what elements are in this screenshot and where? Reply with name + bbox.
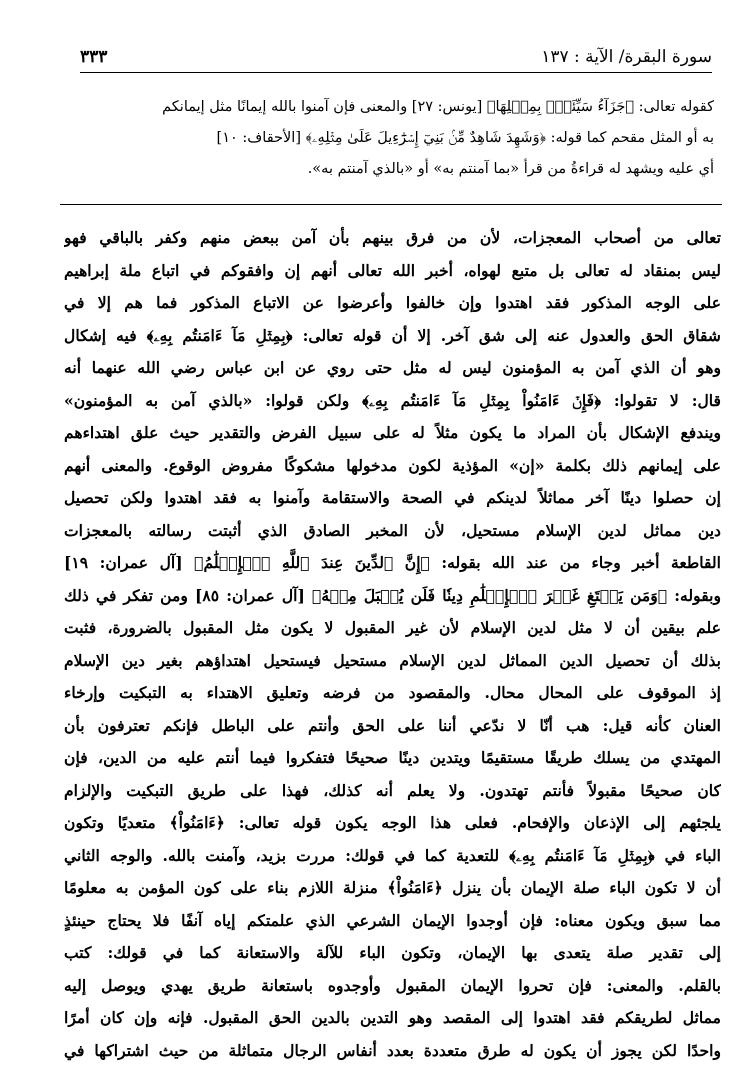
section-divider: [60, 204, 722, 205]
text-line: ويندفع الإشكال بأن المراد ما يكون مثلاً له على سبيل الفرض والتقدير حيث علق اهتداءهم: [64, 423, 721, 442]
footnote-line: أي عليه ويشهد له قراءةُ من قرأ «بما آمنتم به» أو «بالذي آمنتم به».: [307, 161, 714, 177]
footnote-line: به أو المثل مقحم كما قوله: ﴿وَشَهِدَ شَاهِدٌ مِّنۢ بَنِيٓ إِسۡرَٰٓءِيلَ عَلَىٰ مِثۡلِهِۦ﴾ [الأحقاف: ١٠]: [216, 130, 714, 146]
text-line: أن لا تكون الباء صلة الإيمان بأن ينزل ﴿ءَامَنُواْ﴾ منزلة اللازم بناء على كون المؤمن به معلومًا: [64, 878, 721, 897]
text-line: العنان كأنه قيل: هب أنّا لا ندّعي أننا على الحق وأنتم على الباطل فإنكم تعترفون بأن: [64, 715, 721, 735]
text-line: شقاق الحق والعدول عنه إلى شق آخر. إلا أن قوله تعالى: ﴿بِمِثۡلِ مَآ ءَامَنتُم بِهِۦ﴾ فيه إشكال: [64, 325, 721, 345]
text-line: يلجئهم إلى الإذعان والإفحام. فعلى هذا الوجه يكون قوله تعالى: ﴿ءَامَنُواْ﴾ متعديًا وتكون: [64, 813, 721, 832]
main-text: [64, 222, 721, 1067]
text-line: وهو أن الذي آمن به المؤمنون ليس له مثل حتى روي عن ابن عباس رضي الله عنهما أنه: [64, 358, 721, 377]
text-line: على إيمانهم ذلك بكلمة «إن» المؤذية لكون مدخولها مشكوكًا مفروض الوقوع. والمعنى أنهم: [64, 455, 721, 475]
text-line: بالقلم. والمعنى: فإن تحروا الإيمان المقبول وأوجدوه باستعانة طريق يهدي ويوصل إليه: [64, 975, 721, 995]
text-line: وبقوله: ﴿وَمَن يَبۡتَغِ غَيۡرَ ٱلۡإِسۡلَٰمِ دِينٗا فَلَن يُقۡبَلَ مِنۡهُ﴾ [آل عمران: ٨٥] ومن تفكر في ذلك: [64, 585, 721, 605]
text-line: مماثل لطريقكم فقد اهتدوا إلى المقصد وهو التدين بالدين الحق المقبول. فإنه وإن كان أمرًا: [64, 1008, 721, 1027]
surah-reference: سورة البقرة/ الآية : ١٣٧: [541, 47, 712, 67]
text-line: ليس بمنقاد له تعالى بل متبع لهواه، أخبر الله تعالى أنهم إن وافقوكم في اتباع ملة إبراهيم: [64, 260, 721, 280]
text-line: إن حصلوا دينًا آخر مماثلاً لدينكم في الصحة والاستقامة وآمنوا به فقد اهتدوا ولكن تحصيل: [64, 488, 721, 507]
text-line: واحدًا لكن يجوز أن يكون له طرق متعددة بعدد أنفاس الرجال متماثلة من حيث اشتراكها في: [64, 1040, 721, 1060]
text-line: على الوجه المذكور فقد اهتدوا وإن خالفوا وأعرضوا عن الاتباع المذكور فما هم إلا في: [64, 293, 721, 312]
text-line: علم بيقين أن لا مثل لدين الإسلام لأن غير المقبول لا يكون مثل المقبول بالضرورة، فثبت: [64, 618, 721, 637]
text-line: قال: لا تقولوا: ﴿فَإِنۡ ءَامَنُواْ بِمِثۡلِ مَآ ءَامَنتُم بِهِۦ﴾ ولكن قولوا: «بالذي آمن به المؤمنون»: [64, 390, 721, 410]
text-line: بذلك أن تحصيل الدين المماثل لدين الإسلام مستحيل فيستحيل اهتداؤهم بغير دين الإسلام: [64, 650, 721, 670]
text-line: دين مماثل لدين الإسلام مستحيل، لأن المخبر الصادق الذي أثبتت رسالته بالمعجزات: [64, 520, 721, 540]
text-line: المهتدي من يسلك طريقًا مستقيمًا ويتدين دينًا صحيحًا فتفكروا فيما أنتم عليه من الدين، فإن: [64, 748, 721, 767]
text-line: الباء في ﴿بِمِثۡلِ مَآ ءَامَنتُم بِهِۦ﴾ للتعدية كما في قولك: مررت بزيد، وآمنت بالله. والوجه الثاني: [64, 845, 721, 865]
text-line: كان صحيحًا مقبولاً فأنتم تهتدون. ولا يعلم أنه كذلك، فهذا على طريق التبكيت والإلزام: [64, 780, 721, 800]
page-number: ٣٣٣: [80, 47, 108, 67]
text-line: مما سبق ويكون معناه: فإن أوجدوا الإيمان الشرعي الذي علمتكم إياه آنفًا فلا يحتاج حينئذٍ: [64, 910, 721, 930]
text-line: إلى تقدير صلة يتعدى بها الإيمان، وتكون الباء للآلة والاستعانة كما في قولك: كتب: [64, 943, 721, 962]
footnote-section: [78, 92, 714, 185]
footnote-line: كقوله تعالى: ﴿جَزَآءُ سَيِّئَةٍۭ بِمِثۡلِهَا﴾ [يونس: ٢٧] والمعنى فإن آمنوا بالله إيمانًا مثل إيمانكم: [162, 99, 714, 115]
page-header: [80, 42, 712, 73]
text-line: تعالى من أصحاب المعجزات، لأن من فرق بينهم بأن آمن ببعض منهم وكفر بالباقي فهو: [64, 228, 721, 247]
text-line: القاطعة أخبر وجاء من عند الله بقوله: ﴿إِنَّ ٱلدِّينَ عِندَ ٱللَّهِ ٱلۡإِسۡلَٰمُ﴾ [آل عمران: ١٩]: [64, 553, 721, 572]
text-line: إذ الموقوف على المحال محال. والمقصود من فرضه وتعليق الاهتداء به التبكيت وإرخاء: [64, 683, 721, 702]
